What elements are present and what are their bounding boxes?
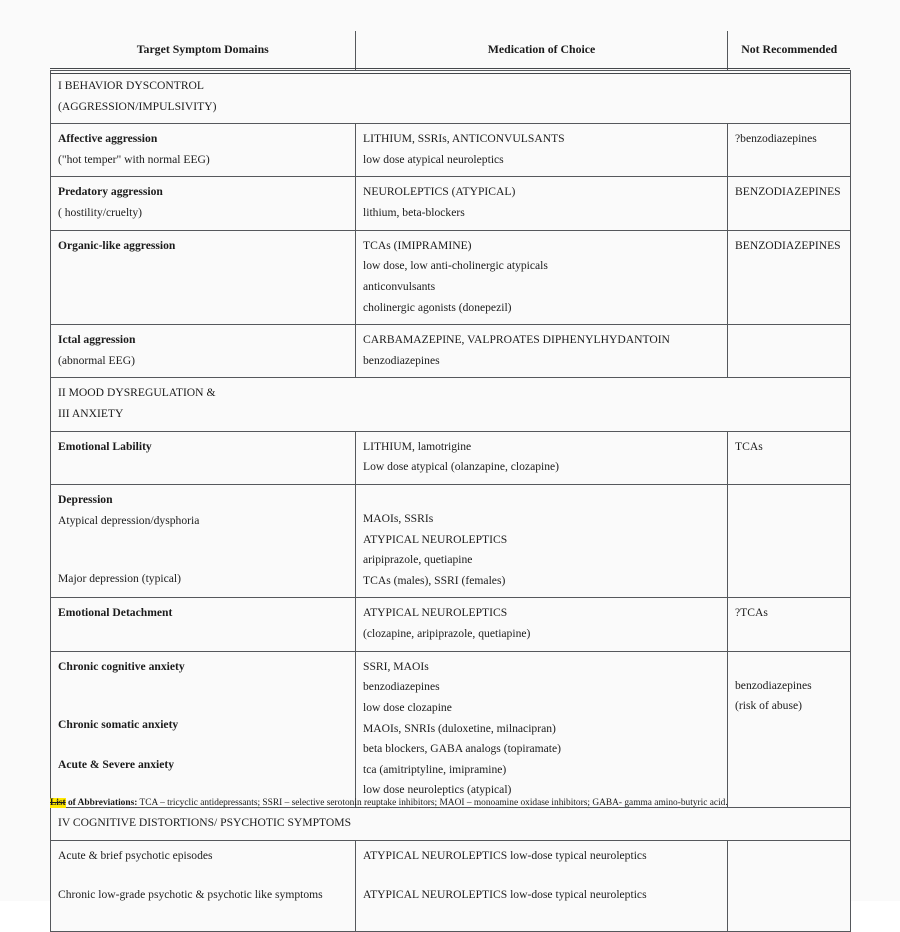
- table-row: [51, 177, 851, 230]
- medication-line: cholinergic agonists (donepezil): [363, 300, 512, 314]
- domain-spacer: [58, 866, 348, 885]
- footnote-highlighted-word: List: [50, 798, 66, 808]
- table-row: [51, 484, 851, 598]
- medication-line: MAOIs, SSRIs: [363, 511, 434, 525]
- cell-medication-predatory-aggression: [356, 177, 728, 230]
- cell-medication-anxiety: [356, 651, 728, 807]
- domain-spacer: [58, 906, 348, 925]
- cell-domain-organic-like-aggression: [51, 230, 356, 325]
- domain-line: Chronic low-grade psychotic & psychotic like symptoms: [58, 888, 323, 902]
- medication-line: ATYPICAL NEUROLEPTICS: [363, 532, 508, 546]
- cell-domain-depression: [51, 484, 356, 598]
- domain-line: Emotional Lability: [58, 439, 152, 453]
- section-banner-behavior-dyscontrol: [51, 70, 851, 123]
- table-row: [51, 431, 851, 484]
- cell-not-recommended-psychotic-symptoms: [728, 840, 851, 931]
- medication-line: Low dose atypical (olanzapine, clozapine): [363, 460, 560, 474]
- section-banner-cognitive-distortions: [51, 808, 851, 841]
- section-banner-row: [51, 808, 851, 841]
- table-row: [51, 598, 851, 651]
- footnote-body: TCA – tricyclic antidepressants; SSRI – selective serotonin reuptake inhibitors; MAOI – monoamine oxidase inhibitors; GABA- gamma amino-butyric acid.: [137, 798, 728, 808]
- medication-spacer: [363, 866, 720, 885]
- not-recommended-line: TCAs: [735, 439, 763, 453]
- column-header-target-symptom-domains: Target Symptom Domains: [51, 31, 356, 70]
- cell-not-recommended-organic-like-aggression: [728, 230, 851, 325]
- domain-spacer: [58, 696, 348, 715]
- medication-line: TCAs (IMIPRAMINE): [363, 238, 472, 252]
- domain-line: Atypical depression/dysphoria: [58, 513, 200, 527]
- domain-line: Organic-like aggression: [58, 238, 176, 252]
- table-row: [51, 325, 851, 378]
- cell-domain-psychotic-symptoms: [51, 840, 356, 931]
- medication-line: ATYPICAL NEUROLEPTICS: [363, 606, 508, 620]
- medication-line: benzodiazepines: [363, 353, 440, 367]
- not-recommended-line: benzodiazepines: [735, 678, 812, 692]
- cell-domain-affective-aggression: [51, 124, 356, 177]
- table-row: [51, 230, 851, 325]
- domain-line: Chronic somatic anxiety: [58, 718, 179, 732]
- medication-spacer: [363, 490, 720, 509]
- section-banner-row: [51, 70, 851, 123]
- cell-not-recommended-depression: [728, 484, 851, 598]
- domain-line: Affective aggression: [58, 132, 158, 146]
- medication-line: SSRI, MAOIs: [363, 659, 429, 673]
- cell-not-recommended-anxiety: [728, 651, 851, 807]
- section-line: IV COGNITIVE DISTORTIONS/ PSYCHOTIC SYMPTOMS: [58, 816, 352, 830]
- medication-spacer: [363, 906, 720, 925]
- domain-line: Chronic cognitive anxiety: [58, 659, 185, 673]
- not-recommended-line: ?benzodiazepines: [735, 132, 817, 146]
- section-banner-row: [51, 378, 851, 431]
- medication-line: anticonvulsants: [363, 279, 436, 293]
- section-line: III ANXIETY: [58, 407, 124, 421]
- column-header-not-recommended: Not Recommended: [741, 42, 838, 56]
- cell-not-recommended-emotional-lability: [728, 431, 851, 484]
- domain-line: Emotional Detachment: [58, 606, 173, 620]
- medication-line: CARBAMAZEPINE, VALPROATES DIPHENYLHYDANTOIN: [363, 333, 670, 347]
- cell-medication-affective-aggression: [356, 124, 728, 177]
- cell-not-recommended-predatory-aggression: [728, 177, 851, 230]
- domain-line: Major depression (typical): [58, 572, 181, 586]
- column-header-medication-of-choice: Medication of Choice: [356, 31, 728, 70]
- medication-line: benzodiazepines: [363, 680, 440, 694]
- domain-spacer: [58, 736, 348, 755]
- cell-medication-organic-like-aggression: [356, 230, 728, 325]
- footnote-abbreviations: [50, 796, 870, 810]
- medication-line: aripiprazole, quetiapine: [363, 553, 473, 567]
- header-double-rule: [50, 68, 850, 74]
- domain-line: Predatory aggression: [58, 185, 163, 199]
- medication-line: beta blockers, GABA analogs (topiramate): [363, 742, 561, 756]
- domain-line: Depression: [58, 492, 113, 506]
- cell-not-recommended-emotional-detachment: [728, 598, 851, 651]
- cell-medication-ictal-aggression: [356, 325, 728, 378]
- section-line: (AGGRESSION/IMPULSIVITY): [58, 99, 217, 113]
- medication-line: low dose, low anti-cholinergic atypicals: [363, 259, 548, 273]
- section-line: II MOOD DYSREGULATION &: [58, 386, 216, 400]
- cell-medication-emotional-detachment: [356, 598, 728, 651]
- not-recommended-line: BENZODIAZEPINES: [735, 185, 841, 199]
- medication-line: LITHIUM, SSRIs, ANTICONVULSANTS: [363, 132, 565, 146]
- not-recommended-line: (risk of abuse): [735, 699, 802, 713]
- domain-line: Acute & brief psychotic episodes: [58, 848, 213, 862]
- medication-line: (clozapine, aripiprazole, quetiapine): [363, 627, 531, 641]
- cell-domain-emotional-detachment: [51, 598, 356, 651]
- table-row: [51, 124, 851, 177]
- cell-medication-emotional-lability: [356, 431, 728, 484]
- domain-line: Acute & Severe anxiety: [58, 757, 175, 771]
- medication-line: ATYPICAL NEUROLEPTICS low-dose typical neuroleptics: [363, 848, 647, 862]
- domain-line: (abnormal EEG): [58, 353, 135, 367]
- section-banner-mood-dysregulation-anxiety: [51, 378, 851, 431]
- medication-line: tca (amitriptyline, imipramine): [363, 762, 507, 776]
- domain-line: ("hot temper" with normal EEG): [58, 152, 210, 166]
- not-recommended-spacer: [735, 657, 843, 676]
- footnote-bold-lead: of Abbreviations:: [65, 798, 138, 808]
- medication-line: low dose atypical neuroleptics: [363, 152, 504, 166]
- table-row: [51, 651, 851, 807]
- domain-spacer: [58, 550, 348, 569]
- cell-not-recommended-ictal-aggression: [728, 325, 851, 378]
- medication-line: TCAs (males), SSRI (females): [363, 573, 506, 587]
- medication-line: lithium, beta-blockers: [363, 206, 465, 220]
- medication-line: LITHIUM, lamotrigine: [363, 439, 472, 453]
- medication-line: low dose neuroleptics (atypical): [363, 783, 512, 797]
- cell-domain-emotional-lability: [51, 431, 356, 484]
- domain-line: Ictal aggression: [58, 333, 136, 347]
- medication-line: NEUROLEPTICS (ATYPICAL): [363, 185, 516, 199]
- section-line: I BEHAVIOR DYSCONTROL: [58, 78, 205, 92]
- cell-domain-ictal-aggression: [51, 325, 356, 378]
- table-header: [51, 31, 851, 70]
- cell-domain-predatory-aggression: [51, 177, 356, 230]
- cell-medication-psychotic-symptoms: [356, 840, 728, 931]
- not-recommended-line: ?TCAs: [735, 606, 768, 620]
- medication-line: low dose clozapine: [363, 700, 452, 714]
- cell-not-recommended-affective-aggression: [728, 124, 851, 177]
- medication-line: ATYPICAL NEUROLEPTICS low-dose typical neuroleptics: [363, 888, 647, 902]
- domain-line: ( hostility/cruelty): [58, 206, 143, 220]
- table-header-row: [51, 31, 851, 70]
- domain-spacer: [58, 531, 348, 550]
- medication-line: MAOIs, SNRIs (duloxetine, milnacipran): [363, 721, 556, 735]
- cell-medication-depression: [356, 484, 728, 598]
- cell-domain-anxiety: [51, 651, 356, 807]
- domain-spacer: [58, 677, 348, 696]
- not-recommended-line: BENZODIAZEPINES: [735, 238, 841, 252]
- table-row: [51, 840, 851, 931]
